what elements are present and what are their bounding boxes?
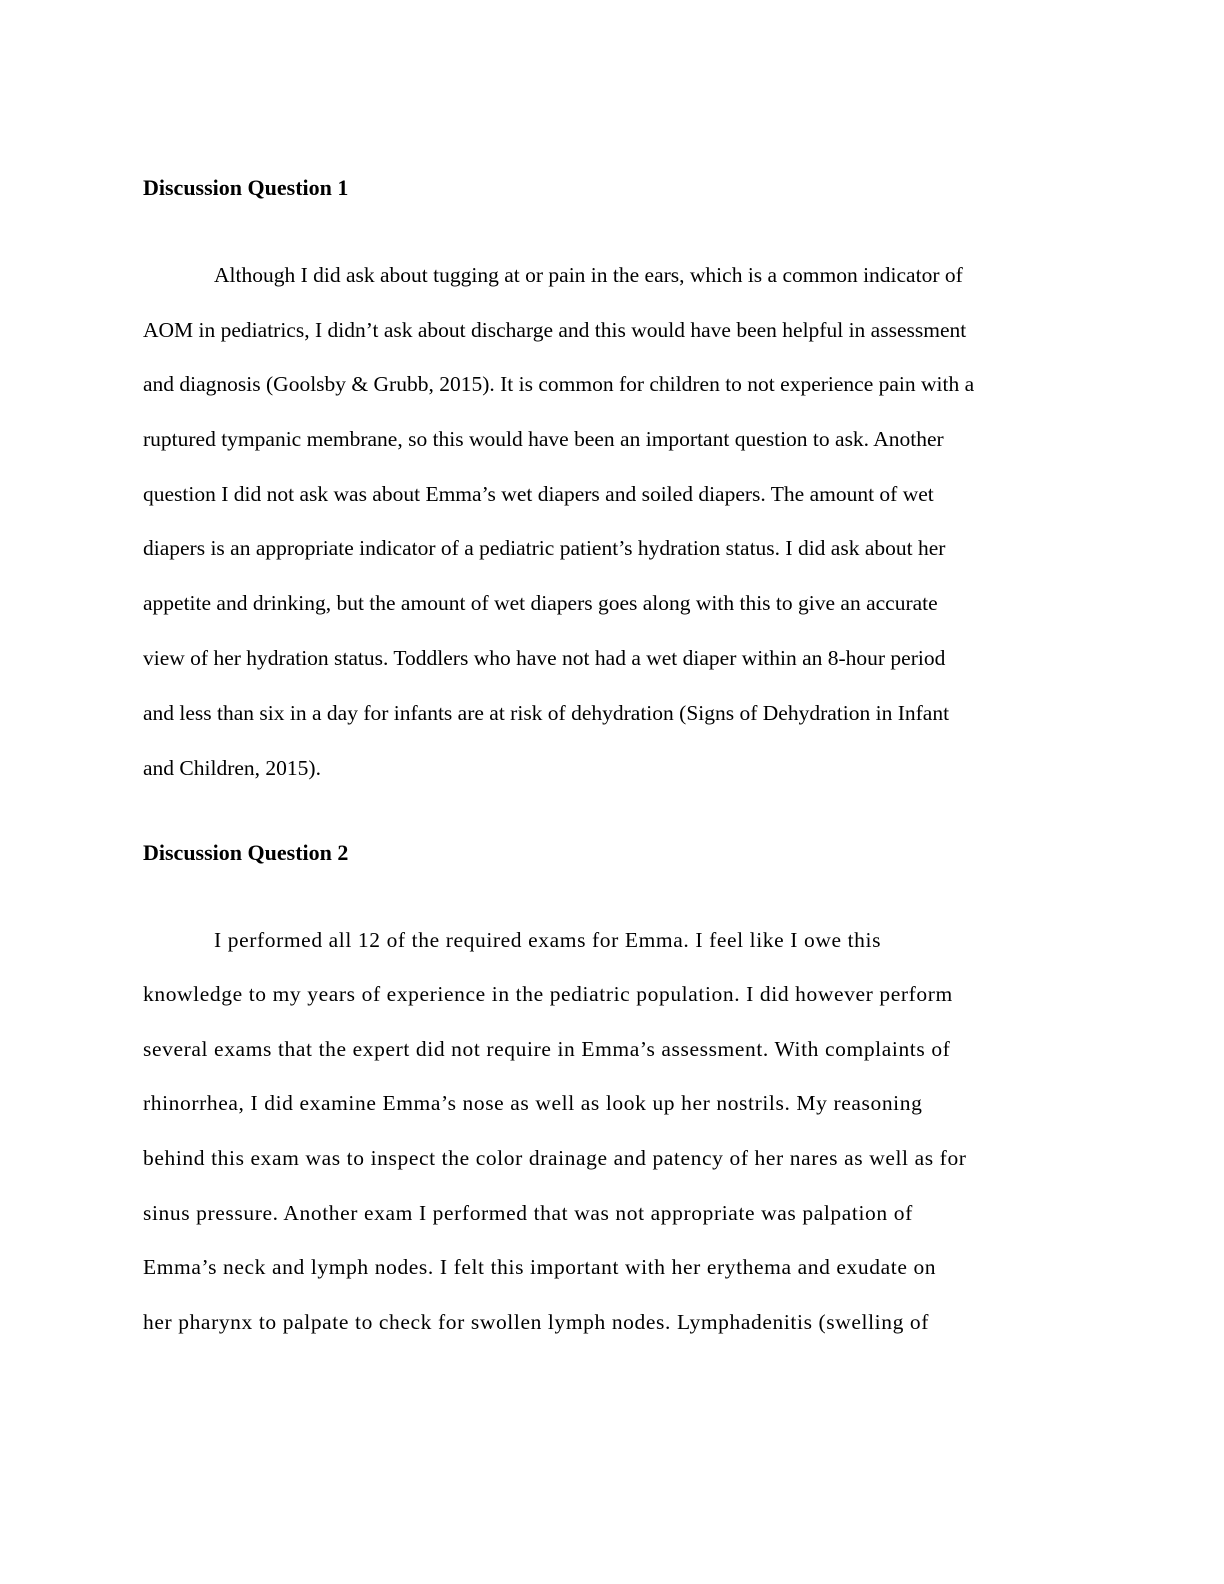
section-1-line-3: and diagnosis (Goolsby & Grubb, 2015). It is common for children to not experience pain with a xyxy=(143,372,975,396)
section-1-heading: Discussion Question 1 xyxy=(143,175,349,200)
section-2-line-4: rhinorrhea, I did examine Emma’s nose as well as look up her nostrils. My reasoning xyxy=(143,1091,923,1115)
section-1-line-10: and Children, 2015). xyxy=(143,756,321,780)
section-1-line-7: appetite and drinking, but the amount of wet diapers goes along with this to give an accurate xyxy=(143,591,938,615)
section-1-line-5: question I did not ask was about Emma’s wet diapers and soiled diapers. The amount of wet xyxy=(143,482,934,506)
section-1-line-2: AOM in pediatrics, I didn’t ask about discharge and this would have been helpful in assessment xyxy=(143,318,967,342)
section-2-line-8: her pharynx to palpate to check for swollen lymph nodes. Lymphadenitis (swelling of xyxy=(143,1310,930,1334)
section-2-line-7: Emma’s neck and lymph nodes. I felt this important with her erythema and exudate on xyxy=(143,1255,937,1279)
section-1-line-9: and less than six in a day for infants are at risk of dehydration (Signs of Dehydration in Infant xyxy=(143,701,950,725)
section-1-line-4: ruptured tympanic membrane, so this would have been an important question to ask. Another xyxy=(143,427,944,451)
section-1-line-1: Although I did ask about tugging at or pain in the ears, which is a common indicator of xyxy=(214,263,963,287)
section-2-line-6: sinus pressure. Another exam I performed that was not appropriate was palpation of xyxy=(143,1201,913,1225)
section-2-line-2: knowledge to my years of experience in the pediatric population. I did however perform xyxy=(143,982,953,1006)
section-2-line-1: I performed all 12 of the required exams for Emma. I feel like I owe this xyxy=(214,928,882,952)
section-2-line-3: several exams that the expert did not require in Emma’s assessment. With complaints of xyxy=(143,1037,951,1061)
section-1-line-8: view of her hydration status. Toddlers who have not had a wet diaper within an 8-hour period xyxy=(143,646,946,670)
section-1-line-6: diapers is an appropriate indicator of a pediatric patient’s hydration status. I did ask about her xyxy=(143,536,946,560)
section-2-line-5: behind this exam was to inspect the color drainage and patency of her nares as well as for xyxy=(143,1146,967,1170)
section-2-heading: Discussion Question 2 xyxy=(143,840,349,865)
